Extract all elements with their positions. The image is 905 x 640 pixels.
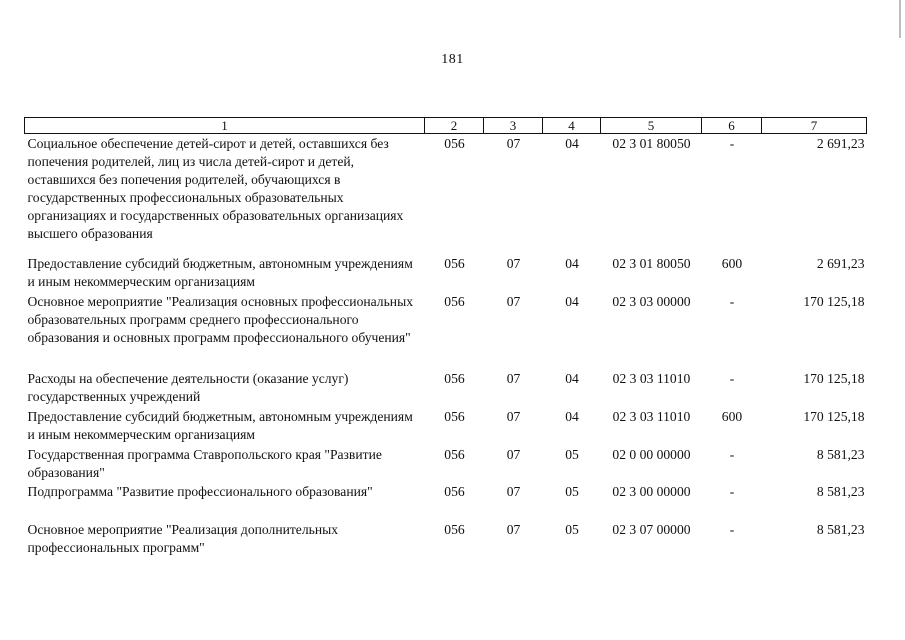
row-section-code: 07 [506, 293, 521, 309]
row-ministry-code: 056 [444, 408, 465, 424]
row-amount: 170 125,18 [803, 408, 865, 424]
row-subsection-code: 05 [565, 521, 579, 537]
table-row [25, 483, 867, 521]
row-amount: 170 125,18 [803, 370, 865, 386]
row-section-code: 07 [506, 483, 521, 499]
col-header-4: 4 [543, 118, 601, 134]
table-row [25, 255, 867, 293]
row-section-code: 07 [506, 370, 521, 386]
row-ministry-code: 056 [444, 521, 465, 537]
table-row [25, 521, 867, 559]
row-amount: 2 691,23 [816, 255, 865, 271]
row-subsection-code: 05 [565, 446, 579, 462]
row-name: Подпрограмма "Развитие профессионального образования" [27, 483, 373, 499]
row-name: Основное мероприятие "Реализация основных профессиональных образовательных программ среднего профессионального образования и основных программ профессионального обучения" [27, 293, 413, 345]
col-header-2: 2 [425, 118, 484, 134]
table-header-row [25, 118, 867, 134]
table-row [25, 370, 867, 408]
row-target-article: 02 3 01 80050 [612, 136, 691, 151]
row-name: Расходы на обеспечение деятельности (оказание услуг) государственных учреждений [27, 370, 349, 404]
row-target-article: 02 3 03 11010 [612, 370, 691, 386]
page-edge-mark [899, 0, 901, 38]
row-name: Предоставление субсидий бюджетным, автономным учреждениям и иным некоммерческим организациям [27, 408, 413, 442]
row-expense-type: - [729, 521, 735, 537]
row-amount: 2 691,23 [816, 136, 865, 151]
row-target-article: 02 0 00 00000 [612, 446, 691, 462]
row-subsection-code: 04 [565, 255, 579, 271]
row-target-article: 02 3 03 11010 [612, 408, 691, 424]
row-name: Социальное обеспечение детей-сирот и детей, оставшихся без попечения родителей, лиц из числа детей-сирот и детей, оставшихся без попечения родителей, обучающихся в государственных профессиональных образовательных организациях и государственных образовательных организациях высшего образования [27, 136, 404, 241]
col-header-3: 3 [484, 118, 543, 134]
table-row [25, 446, 867, 483]
row-target-article: 02 3 03 00000 [612, 293, 691, 309]
row-ministry-code: 056 [444, 446, 465, 462]
row-target-article: 02 3 01 80050 [612, 255, 691, 271]
row-name: Предоставление субсидий бюджетным, автономным учреждениям и иным некоммерческим организациям [27, 255, 413, 289]
row-subsection-code: 04 [565, 293, 579, 309]
row-section-code: 07 [506, 521, 521, 537]
page-number: 181 [441, 52, 464, 67]
row-subsection-code: 04 [565, 408, 579, 424]
col-header-1: 1 [25, 118, 425, 134]
row-ministry-code: 056 [444, 255, 465, 271]
row-section-code: 07 [506, 255, 521, 271]
col-header-5: 5 [601, 118, 702, 134]
row-expense-type: 600 [721, 408, 743, 424]
row-subsection-code: 04 [565, 370, 579, 386]
row-ministry-code: 056 [444, 370, 465, 386]
row-subsection-code: 05 [565, 483, 579, 499]
table-row [25, 293, 867, 370]
row-section-code: 07 [506, 446, 521, 462]
row-name: Государственная программа Ставропольского края "Развитие образования" [27, 446, 382, 480]
budget-table [24, 117, 867, 559]
row-expense-type: - [729, 370, 735, 386]
row-ministry-code: 056 [444, 136, 465, 151]
row-expense-type: 600 [721, 255, 743, 271]
row-amount: 8 581,23 [816, 521, 865, 537]
row-expense-type: - [729, 293, 735, 309]
row-amount: 170 125,18 [803, 293, 865, 309]
row-section-code: 07 [506, 408, 521, 424]
row-expense-type: - [729, 136, 735, 151]
table-row [25, 134, 867, 255]
row-subsection-code: 04 [565, 136, 579, 151]
row-amount: 8 581,23 [816, 446, 865, 462]
row-amount: 8 581,23 [816, 483, 865, 499]
table-row [25, 408, 867, 446]
row-section-code: 07 [506, 136, 521, 151]
col-header-6: 6 [702, 118, 762, 134]
row-expense-type: - [729, 483, 735, 499]
row-expense-type: - [729, 446, 735, 462]
row-ministry-code: 056 [444, 483, 465, 499]
row-name: Основное мероприятие "Реализация дополнительных профессиональных программ" [27, 521, 339, 555]
row-ministry-code: 056 [444, 293, 465, 309]
row-target-article: 02 3 07 00000 [612, 521, 691, 537]
row-target-article: 02 3 00 00000 [612, 483, 691, 499]
col-header-7: 7 [762, 118, 867, 134]
